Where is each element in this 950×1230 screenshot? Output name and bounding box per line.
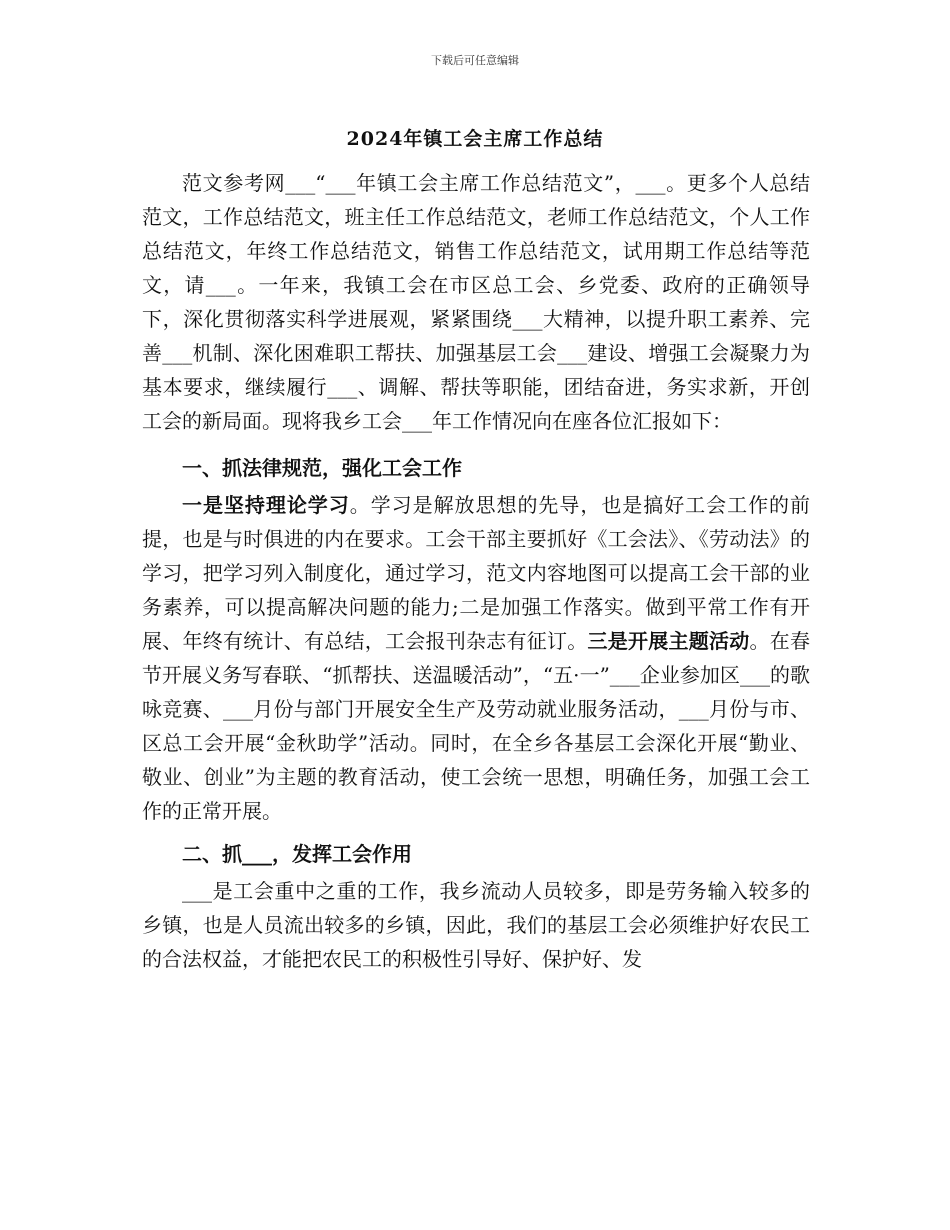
section-1-text-2: 。在春节开展义务写春联、“抓帮扶、送温暖活动”，“五·一”___企业参加区___的歌咏竞赛、___月份与部门开展安全生产及劳动就业服务活动，___月份与市、区总工会开展“金秋助学”活动。同时，在全乡各基层工会深化开展“勤业、敬业、创业”为主题的教育活动，使工会统一思想，明确任务，加强工会工作的正常开展。 [142, 629, 810, 823]
section-2-paragraph: ___是工会重中之重的工作，我乡流动人员较多，即是劳务输入较多的乡镇，也是人员流出较多的乡镇，因此，我们的基层工会必须维护好农民工的合法权益，才能把农民工的积极性引导好、保护好、发 [142, 879, 810, 971]
section-1-text-1: 。学习是解放思想的先导，也是搞好工会工作的前提，也是与时俱进的内在要求。工会干部主要抓好《工会法》、《劳动法》的学习，把学习列入制度化，通过学习，范文内容地图可以提高工会干部的业务素养，可以提高解决问题的能力;二是加强工作落实。做到平常工作有开展、年终有统计、有总结，工会报刊杂志有征订。 [142, 493, 811, 653]
page-header-note: 下载后可任意编辑 [431, 54, 519, 67]
section-1-bold-lead-1: 一是坚持理论学习 [182, 493, 350, 517]
section-1-paragraph [142, 488, 810, 828]
document-title: 2024年镇工会主席工作总结 [346, 128, 604, 150]
section-1-bold-lead-2: 三是开展主题活动 [587, 629, 750, 653]
section-2-heading: 二、抓___，发挥工会作用 [182, 842, 412, 866]
section-1-heading: 一、抓法律规范，强化工会工作 [182, 456, 462, 480]
intro-paragraph: 范文参考网___“___年镇工会主席工作总结范文”，___。更多个人总结范文，工作总结范文，班主任工作总结范文，老师工作总结范文，个人工作总结范文，年终工作总结范文，销售工作总结范文，试用期工作总结等范文，请___。一年来，我镇工会在市区总工会、乡党委、政府的正确领导下，深化贯彻落实科学进展观，紧紧围绕___大精神，以提升职工素养、完善___机制、深化困难职工帮扶、加强基层工会___建设、增强工会凝聚力为基本要求，继续履行___、调解、帮扶等职能，团结奋进，务实求新，开创工会的新局面。现将我乡工会___年工作情况向在座各位汇报如下： [142, 171, 810, 433]
document-body [142, 166, 810, 976]
